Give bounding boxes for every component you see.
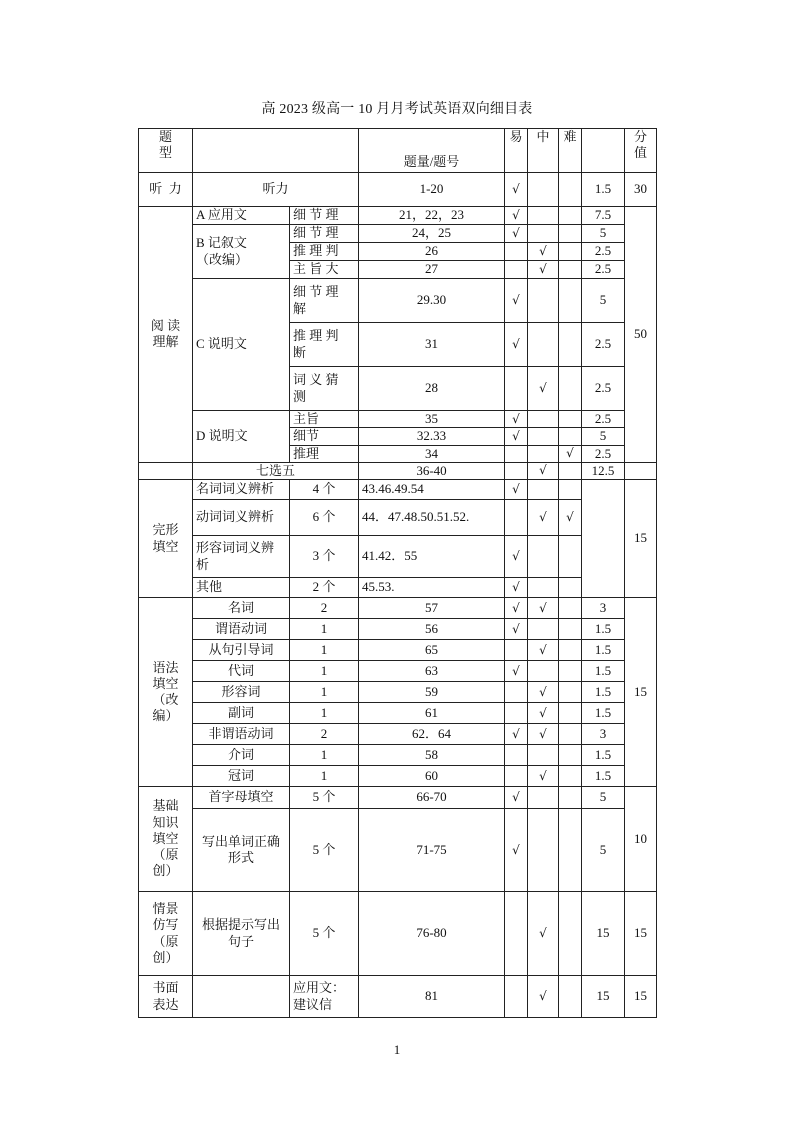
check-medium: √	[528, 261, 559, 279]
count-cell: 1	[290, 703, 359, 724]
passage-a: A 应用文	[193, 207, 290, 225]
specification-table	[138, 128, 657, 1018]
questions-cell: 35	[359, 411, 505, 428]
questions-cell: 60	[359, 766, 505, 787]
questions-cell: 65	[359, 640, 505, 661]
item-cell: 从句引导词	[193, 640, 290, 661]
header-type: 题 型	[139, 129, 193, 173]
header-score: 分 值	[625, 129, 657, 173]
check-easy: √	[505, 536, 528, 578]
table-row	[139, 225, 657, 243]
check-medium: √	[528, 766, 559, 787]
questions-cell: 71-75	[359, 809, 505, 892]
points-cell: 5	[582, 428, 625, 445]
count-cell: 1	[290, 619, 359, 640]
check-easy: √	[505, 578, 528, 598]
check-easy: √	[505, 323, 528, 367]
table-row	[139, 173, 657, 207]
skill-cell: 细 节 理	[290, 207, 359, 225]
check-easy: √	[505, 661, 528, 682]
questions-cell: 27	[359, 261, 505, 279]
item-cell: 谓语动词	[193, 619, 290, 640]
points-cell: 15	[582, 976, 625, 1018]
section-total-listening: 30	[625, 173, 657, 207]
table-row	[139, 976, 657, 1018]
header-questions: 题量/题号	[359, 129, 505, 173]
points-cell: 1.5	[582, 703, 625, 724]
table-row	[139, 661, 657, 682]
header-medium: 中	[528, 129, 559, 173]
count-cell: 2	[290, 598, 359, 619]
points-cell: 5	[582, 787, 625, 809]
count-cell: 6 个	[290, 500, 359, 536]
table-row	[139, 598, 657, 619]
points-cell: 12.5	[582, 462, 625, 479]
table-row	[139, 766, 657, 787]
count-cell: 3 个	[290, 536, 359, 578]
section-writing: 书面 表达	[139, 976, 193, 1018]
points-cell: 5	[582, 225, 625, 243]
check-hard: √	[559, 445, 582, 462]
check-easy: √	[505, 619, 528, 640]
points-cell: 1.5	[582, 661, 625, 682]
skill-cell: 推 理 判 断	[290, 323, 359, 367]
section-total-grammar: 15	[625, 598, 657, 787]
questions-cell: 28	[359, 367, 505, 411]
table-row	[139, 480, 657, 500]
table-row	[139, 279, 657, 323]
count-cell: 5 个	[290, 809, 359, 892]
check-medium: √	[528, 598, 559, 619]
points-cell: 1.5	[582, 745, 625, 766]
points-cell: 2.5	[582, 243, 625, 261]
table-row	[139, 500, 657, 536]
points-cell: 5	[582, 809, 625, 892]
skill-cell: 细 节 理	[290, 225, 359, 243]
points-cell: 2.5	[582, 323, 625, 367]
table-row	[139, 809, 657, 892]
check-medium: √	[528, 462, 559, 479]
check-easy: √	[505, 207, 528, 225]
questions-cell: 41.42．55	[359, 536, 505, 578]
points-cell: 7.5	[582, 207, 625, 225]
check-easy: √	[505, 279, 528, 323]
passage-c: C 说明文	[193, 279, 290, 411]
table-row	[139, 682, 657, 703]
section-total-writing: 15	[625, 976, 657, 1018]
passage-b: B 记叙文 （改编）	[193, 225, 290, 279]
questions-cell: 24，25	[359, 225, 505, 243]
questions-cell: 32.33	[359, 428, 505, 445]
points-cell: 2.5	[582, 261, 625, 279]
check-easy: √	[505, 225, 528, 243]
item-cell: 冠词	[193, 766, 290, 787]
section-listening: 听 力	[139, 173, 193, 207]
count-cell: 2 个	[290, 578, 359, 598]
points-cell: 2.5	[582, 411, 625, 428]
points-cell: 1.5	[582, 682, 625, 703]
table-row	[139, 724, 657, 745]
header-blank	[193, 129, 359, 173]
item-cell: 首字母填空	[193, 787, 290, 809]
section-imitation: 情景 仿写 （原 创）	[139, 892, 193, 976]
skill-cell: 主旨	[290, 411, 359, 428]
table-row	[139, 745, 657, 766]
check-medium: √	[528, 976, 559, 1018]
check-medium: √	[528, 367, 559, 411]
points-cell: 2.5	[582, 367, 625, 411]
section-cloze: 完形 填空	[139, 480, 193, 598]
skill-cell: 推理	[290, 445, 359, 462]
questions-cell: 59	[359, 682, 505, 703]
questions-cell: 44．47.48.50.51.52.	[359, 500, 505, 536]
count-cell: 5 个	[290, 787, 359, 809]
section-reading: 阅 读 理解	[139, 207, 193, 463]
item-seven-choose-five: 七选五	[193, 462, 359, 479]
check-hard: √	[559, 500, 582, 536]
page-number: 1	[393, 1042, 401, 1057]
item-cell: 非谓语动词	[193, 724, 290, 745]
points-cell: 15	[582, 892, 625, 976]
check-easy: √	[505, 480, 528, 500]
questions-cell: 76-80	[359, 892, 505, 976]
item-cell: 根据提示写出 句子	[193, 892, 290, 976]
check-easy: √	[505, 809, 528, 892]
table-row	[139, 640, 657, 661]
item-cell: 名词	[193, 598, 290, 619]
item-cell: 代词	[193, 661, 290, 682]
table-row	[139, 892, 657, 976]
skill-cell: 推 理 判	[290, 243, 359, 261]
table-row	[139, 207, 657, 225]
section-total-imitation: 15	[625, 892, 657, 976]
item-listening: 听力	[193, 173, 359, 207]
count-cell: 5 个	[290, 892, 359, 976]
check-medium: √	[528, 703, 559, 724]
table-row	[139, 536, 657, 578]
count-cell: 2	[290, 724, 359, 745]
section-total-basic: 10	[625, 787, 657, 892]
questions-cell: 63	[359, 661, 505, 682]
count-cell: 1	[290, 640, 359, 661]
questions-cell: 21，22，23	[359, 207, 505, 225]
questions-cell: 66-70	[359, 787, 505, 809]
check-medium: √	[528, 640, 559, 661]
check-easy: √	[505, 428, 528, 445]
check-medium: √	[528, 682, 559, 703]
section-total-cloze: 15	[625, 480, 657, 598]
check-easy: √	[505, 598, 528, 619]
questions-cell: 43.46.49.54	[359, 480, 505, 500]
header-hard: 难	[559, 129, 582, 173]
check-medium: √	[528, 500, 559, 536]
item-cell: 副词	[193, 703, 290, 724]
skill-cell: 细 节 理 解	[290, 279, 359, 323]
item-cell: 应用文： 建议信	[290, 976, 359, 1018]
skill-cell: 主 旨 大	[290, 261, 359, 279]
check-easy: √	[505, 411, 528, 428]
questions-cell: 45.53.	[359, 578, 505, 598]
section-total-reading: 50	[625, 207, 657, 463]
count-cell: 1	[290, 745, 359, 766]
questions-cell: 26	[359, 243, 505, 261]
check-medium: √	[528, 892, 559, 976]
questions-cell: 58	[359, 745, 505, 766]
points-cell: 1.5	[582, 766, 625, 787]
points-cell: 3	[582, 598, 625, 619]
count-cell: 1	[290, 766, 359, 787]
table-row	[139, 787, 657, 809]
section-basic: 基础 知识 填空 （原 创）	[139, 787, 193, 892]
points-cell: 3	[582, 724, 625, 745]
check-medium: √	[528, 243, 559, 261]
questions-cell: 31	[359, 323, 505, 367]
item-cell: 形容词词义辨 析	[193, 536, 290, 578]
check-medium: √	[528, 724, 559, 745]
section-grammar: 语法 填空 （改 编）	[139, 598, 193, 787]
questions-cell: 81	[359, 976, 505, 1018]
questions-cell: 62．64	[359, 724, 505, 745]
points-cell: 1.5	[582, 173, 625, 207]
points-cell: 5	[582, 279, 625, 323]
item-cell: 其他	[193, 578, 290, 598]
questions-cell: 29.30	[359, 279, 505, 323]
table-row	[139, 578, 657, 598]
points-cell: 1.5	[582, 640, 625, 661]
document-title: 高 2023 级高一 10 月月考试英语双向细目表	[261, 102, 533, 117]
count-cell: 1	[290, 682, 359, 703]
item-cell: 名词词义辨析	[193, 480, 290, 500]
points-cell: 2.5	[582, 445, 625, 462]
count-cell: 1	[290, 661, 359, 682]
questions-cell: 56	[359, 619, 505, 640]
skill-cell: 细节	[290, 428, 359, 445]
questions-cell: 57	[359, 598, 505, 619]
questions-cell: 36-40	[359, 462, 505, 479]
passage-d: D 说明文	[193, 411, 290, 463]
header-easy: 易	[505, 129, 528, 173]
points-cell: 1.5	[582, 619, 625, 640]
questions-cell: 1-20	[359, 173, 505, 207]
item-cell: 动词词义辨析	[193, 500, 290, 536]
table-row	[139, 411, 657, 428]
check-easy: √	[505, 787, 528, 809]
skill-cell: 词 义 猜 测	[290, 367, 359, 411]
table-row	[139, 619, 657, 640]
header-points-blank	[582, 129, 625, 173]
table-header-row	[139, 129, 657, 173]
check-easy: √	[505, 173, 528, 207]
item-cell: 形容词	[193, 682, 290, 703]
questions-cell: 34	[359, 445, 505, 462]
count-cell: 4 个	[290, 480, 359, 500]
check-easy: √	[505, 724, 528, 745]
questions-cell: 61	[359, 703, 505, 724]
item-cell: 介词	[193, 745, 290, 766]
table-row	[139, 462, 657, 479]
table-row	[139, 703, 657, 724]
item-cell: 写出单词正确 形式	[193, 809, 290, 892]
